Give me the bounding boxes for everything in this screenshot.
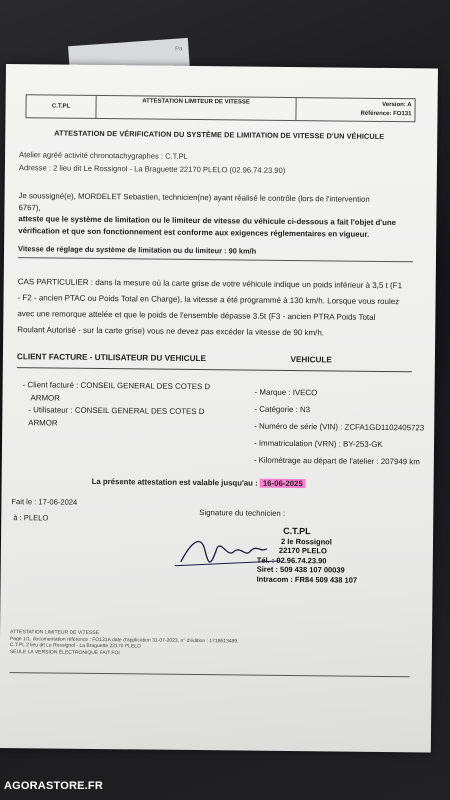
footer-line-4: SEULE LA VERSION ÉLECTRONIQUE FAIT FOI: [9, 648, 120, 656]
vehicle-section-title: VEHICULE: [290, 354, 332, 365]
client-facture-line-2: ARMOR: [30, 392, 60, 403]
watermark: AGORASTORE.FR: [4, 780, 103, 792]
cas-line-4: Roulant Autorisé - sur la carte grise) vous ne devez pas excéder la vitesse de 90 km/h.: [17, 325, 325, 338]
cas-line-2: - F2 - ancien PTAC ou Poids Total en Charge), la vitesse a été programmé à 130 km/h. Lorsque vous roulez: [17, 293, 400, 307]
section-headers: [17, 352, 412, 372]
header-version: Version: A: [382, 101, 412, 109]
cas-line-1: CAS PARTICULIER : dans la mesure où la carte grise de votre véhicule indique un poids inférieur à 3,5 t (F1: [17, 277, 403, 291]
document-footer: [10, 629, 410, 659]
header-title: ATTESTATION LIMITEUR DE VITESSE: [96, 96, 296, 120]
footer-divider: [10, 672, 410, 677]
attestation-block: [18, 190, 420, 240]
stamp-tel: Tél. : 02.96.74.23.90: [256, 555, 327, 565]
client-facture-line-1: - Client facturé : CONSEIL GENERAL DES COTES D: [22, 380, 211, 392]
header-company: C.T.PL: [26, 95, 96, 118]
atelier-block: [19, 149, 421, 178]
cas-line-3: avec une remorque attelée et que le poids de l'ensemble dépasse 3.5t (F3 - ancien PTRA Poids Total: [17, 309, 376, 322]
cas-particulier-block: [17, 274, 420, 342]
footer-line-1: ATTESTATION LIMITEUR DE VITESSE: [10, 629, 99, 637]
client-section-title: CLIENT FACTURE - UTILISATEUR DU VEHICULE: [16, 352, 207, 364]
fait-le: Fait le : 17-06-2024: [11, 497, 78, 507]
header-reference: Référence: FO131: [360, 110, 412, 118]
validity-text: La présente attestation est valable jusqu'au :: [91, 476, 258, 488]
back-paper-corner-text: Pa: [175, 46, 183, 53]
footer-line-2: Page 1/1, documentation référence : FO131A date d'application 31-07-2023, n° d'édition : 1718613489,: [9, 635, 239, 644]
document-sheet: [0, 64, 438, 752]
vehicle-kilometrage: - Kilométrage au départ de l'atelier : 207949 km: [253, 455, 420, 467]
document-main-title: ATTESTATION DE VÉRIFICATION DU SYSTÈME DE LIMITATION DE VITESSE D'UN VÉHICULE: [54, 128, 385, 141]
fait-block: [11, 494, 77, 527]
company-stamp: [257, 527, 358, 585]
stamp-name: C.T.PL: [283, 525, 311, 537]
vehicle-immatriculation: - Immatriculation (VRN) : BY-253-GK: [253, 438, 383, 449]
vitesse-line: Vitesse de réglage du système de limitation ou du limiteur : 90 km/h: [18, 244, 257, 256]
attest-line-3: atteste que le système de limitation ou le limiteur de vitesse du véhicule ci-dessous a fait l'objet d'une: [18, 214, 397, 228]
atelier-line: Atelier agréé activité chronotachygraphes : C.T.PL: [19, 150, 188, 161]
header-version-ref: [296, 98, 414, 121]
validity-line: [92, 477, 306, 488]
attest-line-2: 6767),: [18, 202, 41, 212]
stamp-intracom: Intracom : FR84 509 438 107: [256, 574, 358, 585]
attest-line-4: vérification et que son fonctionnement est conforme aux exigences réglementaires en vigueur.: [18, 225, 370, 239]
validity-date-highlight: 16-06-2025: [260, 479, 306, 488]
fait-a: à : PLELO: [13, 513, 49, 523]
stamp-addr-1: 2 le Rossignol: [280, 536, 332, 546]
stamp-siret: Siret : 509 438 107 00039: [256, 564, 345, 575]
adresse-line: Adresse : 2 lieu dit Le Rossignol - La Braguette 22170 PLELO (02.96.74.23.90): [18, 162, 286, 175]
client-column: [22, 379, 245, 431]
attest-line-1: Je soussigné(e), MORDELET Sebastien, technicien(ne) ayant réalisé le contrôle (lors de l'intervention: [18, 191, 370, 204]
client-utilisateur-line-1: - Utilisateur : CONSEIL GENERAL DES COTES D: [28, 405, 205, 417]
vehicle-column: [254, 384, 435, 471]
signature-label: Signature du technicien :: [199, 508, 286, 518]
vehicle-marque: - Marque : IVECO: [254, 387, 318, 398]
client-utilisateur-line-2: ARMOR: [28, 417, 58, 428]
vehicle-serie: - Numéro de série (VIN) : ZCFA1GD1102405723: [254, 421, 425, 433]
stamp-addr-2: 22170 PLELO: [278, 545, 327, 556]
document-header-table: [25, 94, 415, 122]
footer-line-3: C.T.PL 2 lieu dit Le Rossignol - La Braguette 22170 PLELO: [9, 642, 141, 650]
vehicle-categorie: - Catégorie : N3: [254, 404, 311, 415]
